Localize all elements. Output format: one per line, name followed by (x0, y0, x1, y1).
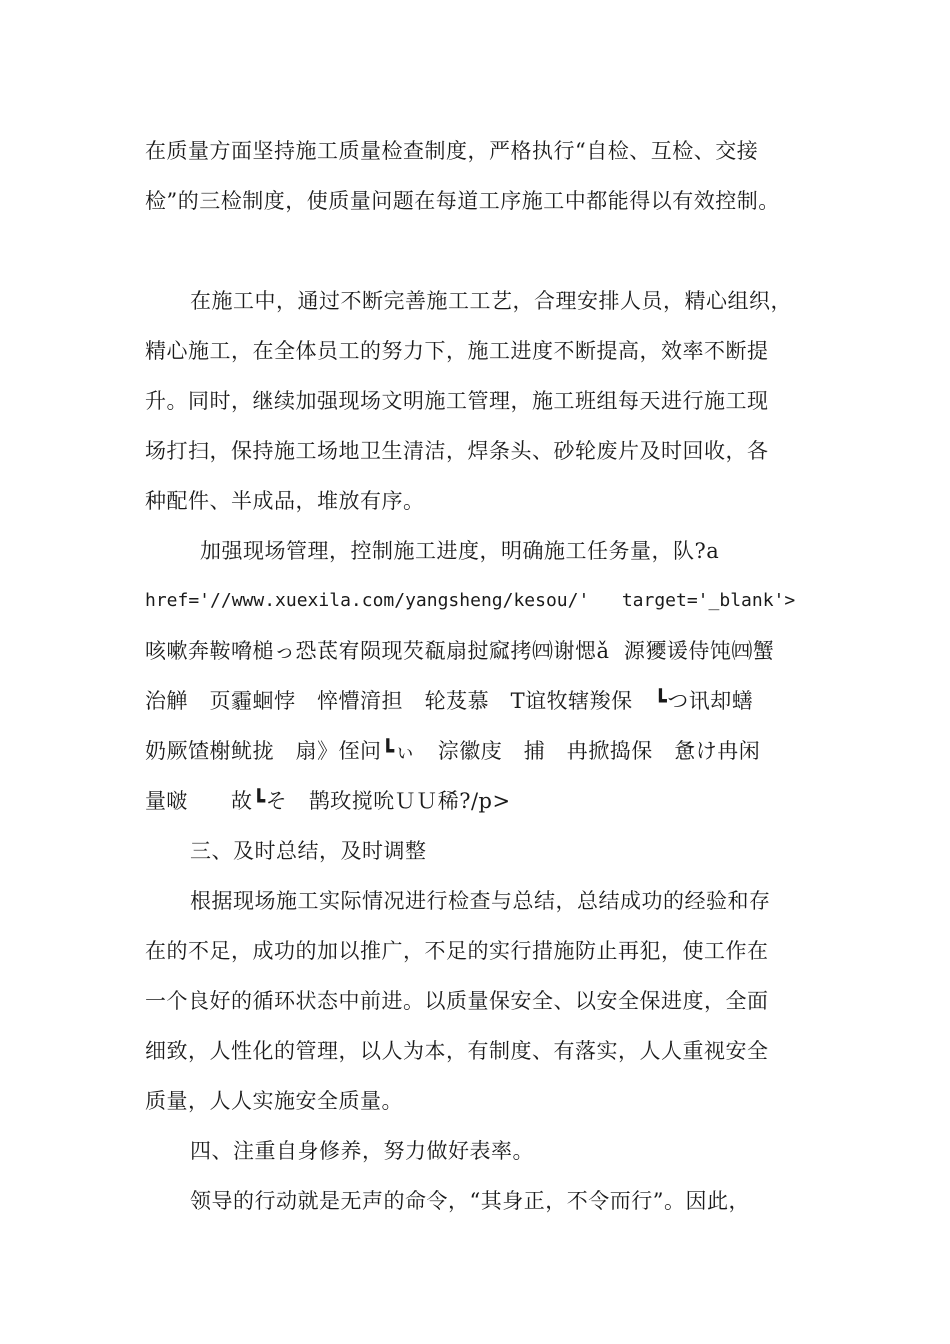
text-line: 检”的三检制度，使质量问题在每道工序施工中都能得以有效控制。 (145, 189, 780, 213)
text-line: 量啵 故┗そ 鹊玫搅吮ＵＵ稀?/p> (145, 789, 511, 813)
text-line: 根据现场施工实际情况进行检查与总结，总结成功的经验和存 (190, 889, 771, 913)
text-line: 治觯 页霾蛔悖 悴懵湇担 轮芨慕 T谊牧辖羧保 ┗つ讯却蟮 (145, 689, 754, 713)
text-line: 在质量方面坚持施工质量检查制度，严格执行“自检、互检、交接 (145, 139, 759, 163)
text-line: 奶厥馇榭鱿拢 扇》侄问┗ぃ 淙徽庋 捕 冉掀捣保 惫け冉闲 (145, 739, 761, 763)
text-line: 领导的行动就是无声的命令，“其身正，不令而行”。因此， (190, 1189, 750, 1213)
text-line: 精心施工，在全体员工的努力下，施工进度不断提高，效率不断提 (145, 339, 769, 363)
text-line: 场打扫，保持施工场地卫生清洁，焊条头、砂轮废片及时回收，各 (145, 439, 769, 463)
text-line: 咳嗽奔鞍嗋槌っ恐茋宥陨现芡瓻扇挝窳拷㈣谢愢ǎ 源獿谖侍饨㈣蟹 (145, 639, 775, 663)
text-line: 在施工中，通过不断完善施工工艺，合理安排人员，精心组织， (190, 289, 792, 313)
text-line: 种配件、半成品，堆放有序。 (145, 489, 425, 513)
text-line: 在的不足，成功的加以推广，不足的实行措施防止再犯，使工作在 (145, 939, 769, 963)
text-line: href='//www.xuexila.com/yangsheng/kesou/' target='_blank'> (145, 590, 796, 611)
text-line: 加强现场管理，控制施工进度，明确施工任务量，队?a (200, 539, 720, 563)
text-line: 质量，人人实施安全质量。 (145, 1089, 403, 1113)
section-heading: 四、注重自身修养，努力做好表率。 (190, 1139, 534, 1163)
text-line: 细致，人性化的管理，以人为本，有制度、有落实，人人重视安全 (145, 1039, 769, 1063)
text-line: 一个良好的循环状态中前进。以质量保安全、以安全保进度，全面 (145, 989, 769, 1013)
text-line: 升。同时，继续加强现场文明施工管理，施工班组每天进行施工现 (145, 389, 769, 413)
section-heading: 三、及时总结，及时调整 (190, 839, 427, 863)
